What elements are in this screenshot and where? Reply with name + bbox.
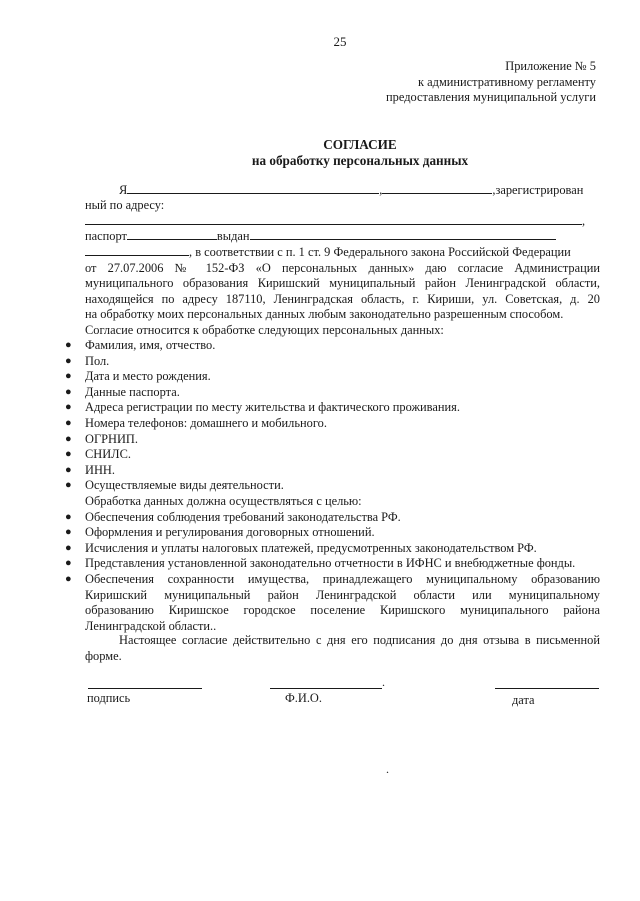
- title-main: СОГЛАСИЕ: [323, 137, 397, 152]
- address-blank[interactable]: [85, 213, 582, 225]
- passport-line: [85, 228, 556, 245]
- purpose-item: ● Обеспечения соблюдения требований законодательства РФ.: [65, 509, 401, 524]
- list-item: ● Данные паспорта.: [65, 384, 180, 399]
- intro-line-first: , в соответствии с п. 1 ст. 9 Федерального закона Российской Федерации: [85, 244, 600, 261]
- document-title: [0, 137, 640, 169]
- purpose-item: ● Обеспечения сохранности имущества, принадлежащего муниципальному образованию Киришский муниципальный район Ленинградской области или муниципальному образованию Киришское городское поселение Киришского муниципального района Ленинградской области..: [65, 571, 600, 633]
- i-label: Я: [119, 183, 128, 197]
- appendix-header: [276, 59, 596, 106]
- title-subtitle: на обработку персональных данных: [251, 153, 469, 168]
- intro-line: от 27.07.2006 № 152-ФЗ «О персональных данных» даю согласие Администрации: [85, 260, 600, 275]
- intro-line: находящейся по адресу 187110, Ленинградская область, г. Кириши, ул. Советская, д. 20: [85, 291, 600, 306]
- passport-label: паспорт: [85, 229, 127, 243]
- purpose-item: ● Оформления и регулирования договорных отношений.: [65, 525, 375, 540]
- issued-label: выдан: [216, 229, 250, 243]
- purpose-item: ● Исчисления и уплаты налоговых платежей, предусмотренных законодательством РФ.: [65, 540, 537, 555]
- full-name-blank[interactable]: [127, 182, 379, 194]
- list-item: ● Пол.: [65, 353, 110, 368]
- applicant-line: Я , ,зарегистрирован: [119, 183, 584, 197]
- registered-suffix: ,зарегистрирован: [492, 183, 584, 197]
- page-number: 25: [333, 34, 347, 49]
- validity-statement: Настоящее согласие действительно с дня его подписания до дня отзыва в письменной форме.: [85, 633, 600, 663]
- purpose-item: ● Представления установленной законодательно отчетности в ИФНС и внебюджетные фонды.: [65, 556, 576, 571]
- stray-dot: .: [386, 762, 389, 776]
- signature-blank[interactable]: [88, 687, 202, 689]
- signature-label: подпись: [87, 691, 131, 705]
- fio-dot: .: [382, 675, 385, 689]
- consent-intro: [85, 244, 600, 339]
- list-item: ● ИНН.: [65, 462, 115, 477]
- fio-label: Ф.И.О.: [285, 691, 322, 705]
- appendix-regulation: к административному регламенту: [418, 74, 596, 89]
- purpose-intro: Обработка данных должна осуществляться с целью:: [85, 493, 362, 508]
- list-item: ● Осуществляемые виды деятельности.: [65, 478, 284, 493]
- intro-line: муниципального образования Киришский муниципальный район Ленинградской области,: [85, 276, 600, 291]
- issue-date-blank[interactable]: [85, 244, 189, 256]
- list-item: ● Адреса регистрации по месту жительства и фактического проживания.: [65, 400, 460, 415]
- appendix-service: предоставления муниципальной услуги: [386, 90, 596, 104]
- intro-line-last: на обработку моих персональных данных любым законодательно разрешенным способом.: [85, 307, 564, 322]
- personal-data-list: [65, 338, 600, 634]
- date-label: дата: [512, 693, 535, 707]
- fio-blank[interactable]: [270, 687, 382, 689]
- list-item: ● Номера телефонов: домашнего и мобильного.: [65, 415, 327, 430]
- date-blank[interactable]: [495, 687, 599, 689]
- appendix-number: Приложение № 5: [505, 59, 596, 73]
- passport-number-blank[interactable]: [127, 228, 217, 240]
- issued-by-blank[interactable]: [250, 228, 556, 240]
- list-item: ● ОГРНИП.: [65, 431, 138, 446]
- list-item: ● Фамилия, имя, отчество.: [65, 338, 216, 352]
- address-comma: ,: [582, 214, 586, 228]
- name-extra-blank[interactable]: [382, 182, 492, 194]
- consent-scope: Согласие относится к обработке следующих персональных данных:: [85, 322, 444, 337]
- address-prefix: ный по адресу:: [85, 198, 165, 212]
- list-item: ● Дата и место рождения.: [65, 369, 211, 384]
- list-item: ● СНИЛС.: [65, 447, 131, 462]
